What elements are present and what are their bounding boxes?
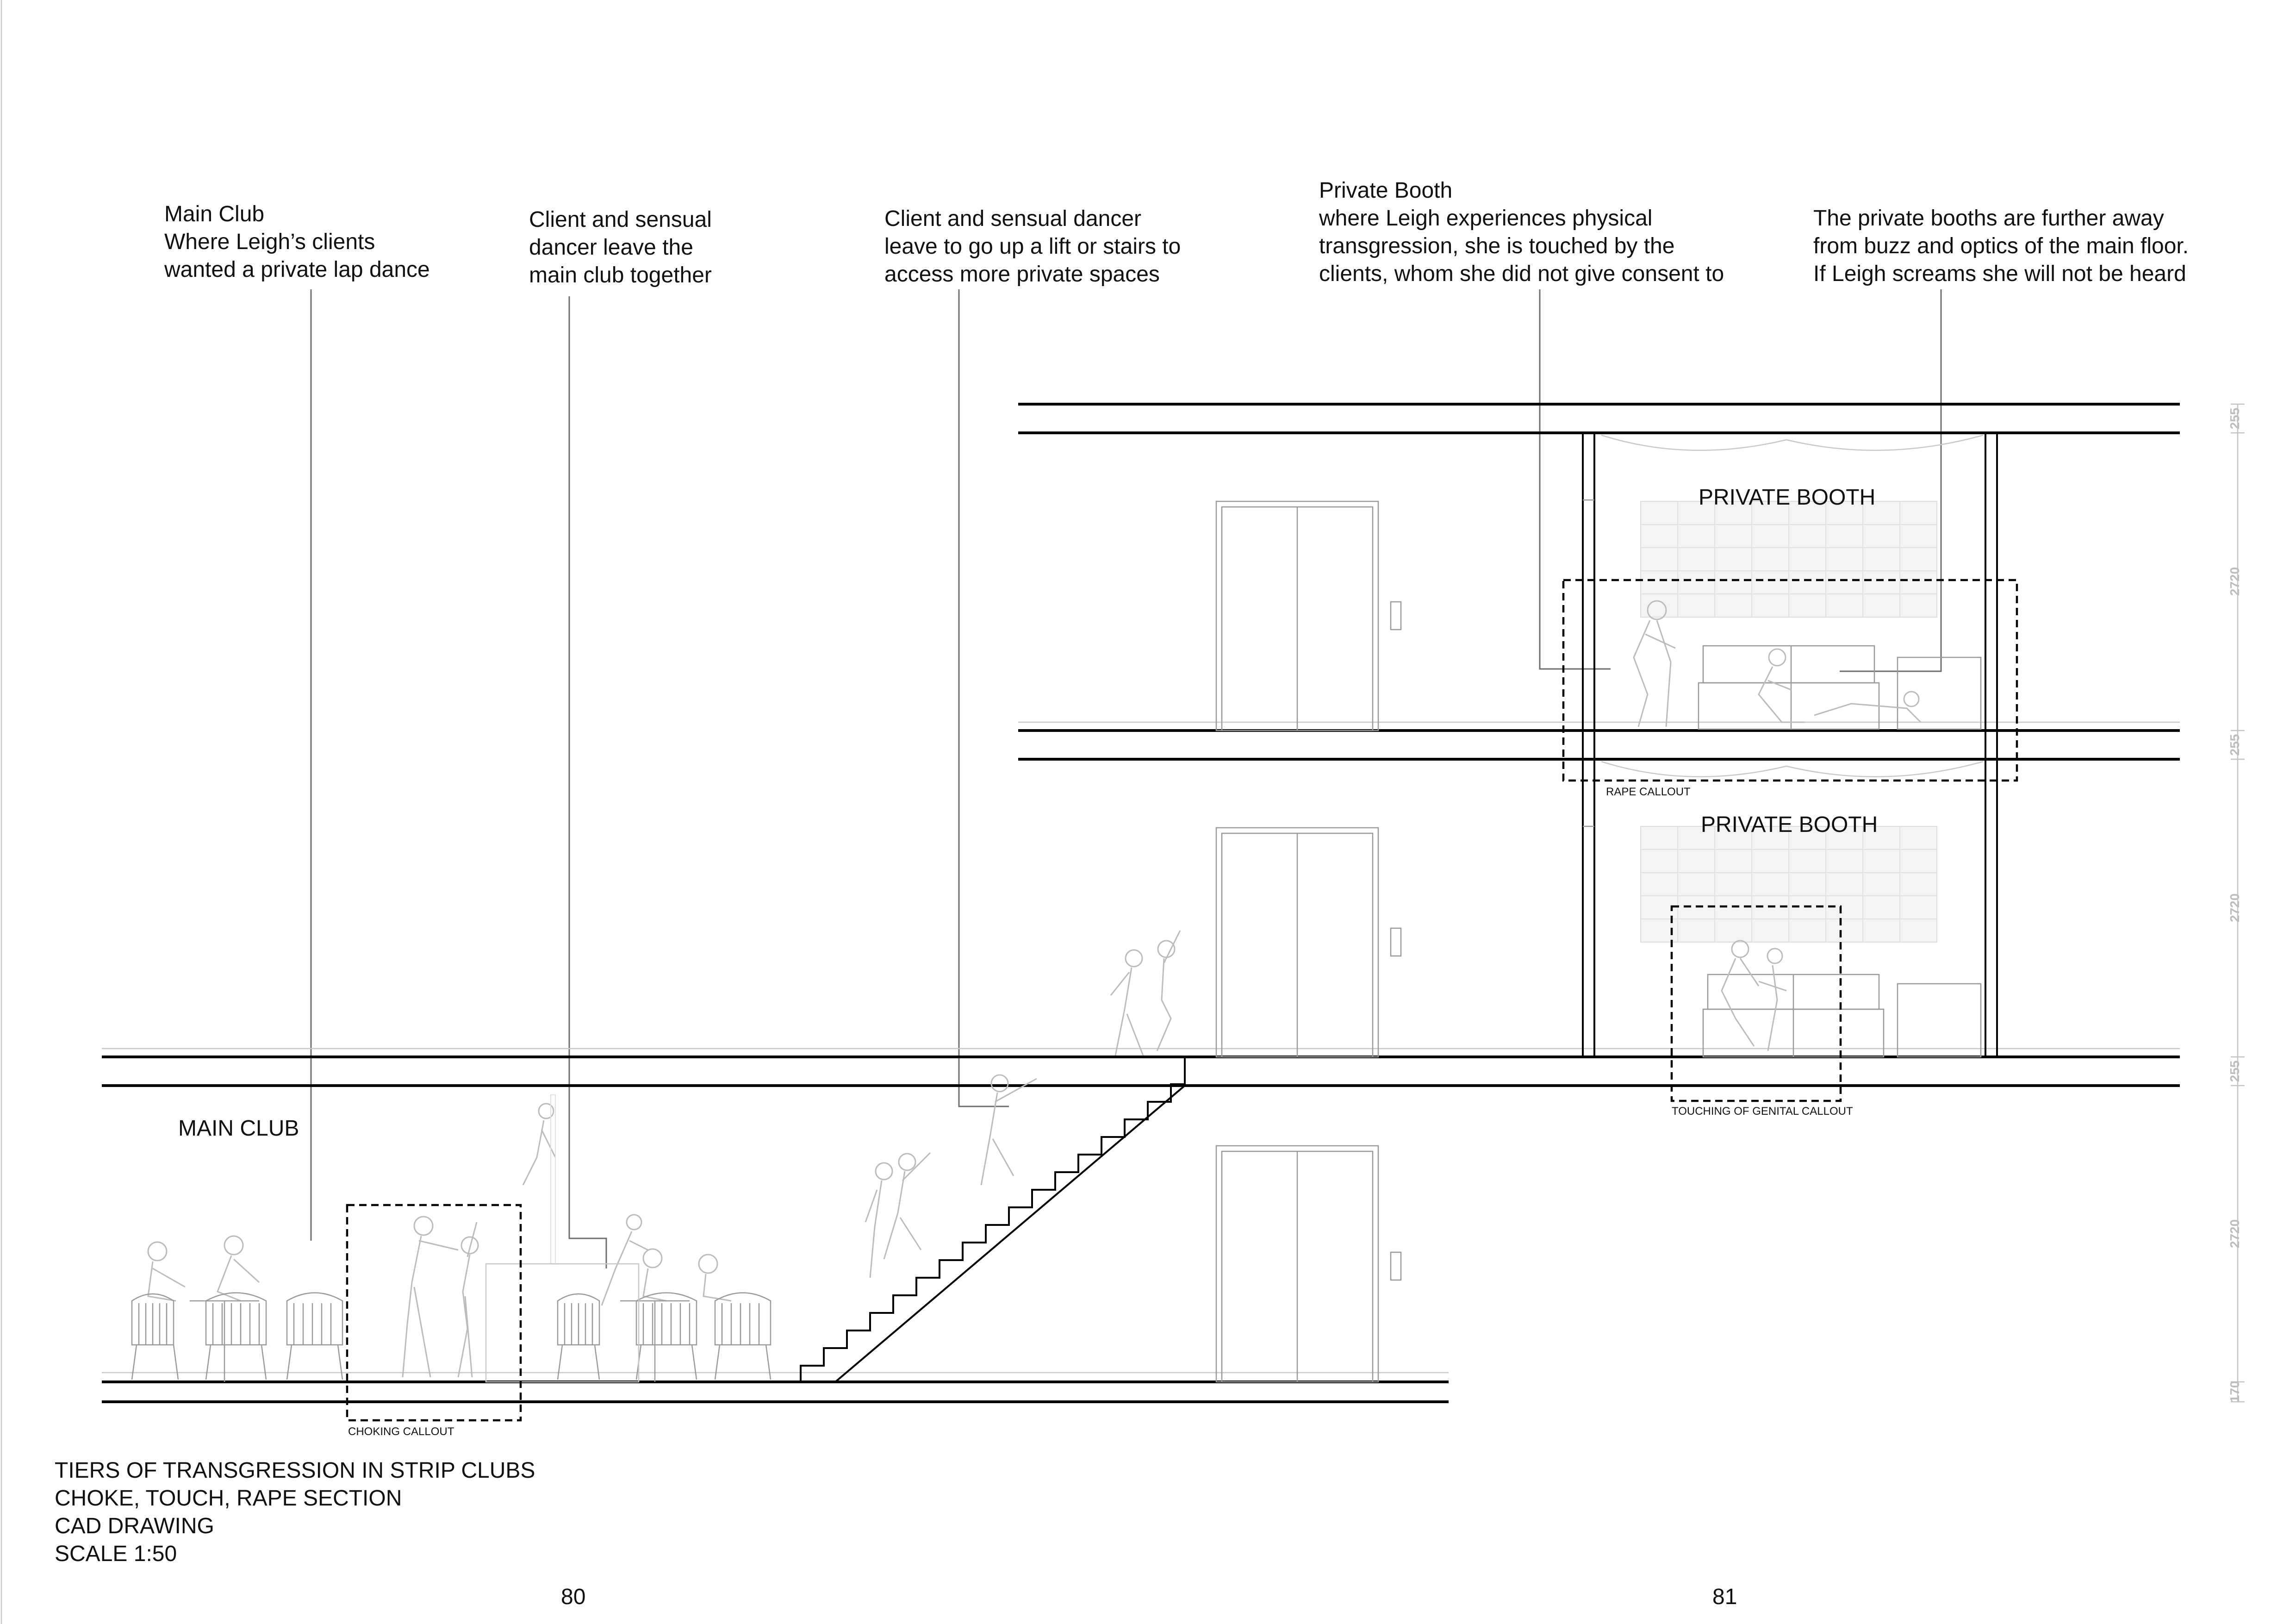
annotation-further-away: The private booths are further away from buzz and optics of the main floor. If Leigh screams she will not be heard <box>1813 206 2189 286</box>
figures-upper-booth <box>1634 601 1921 727</box>
dim-first-slab: 255 <box>2228 1060 2242 1082</box>
leader-leave-club <box>569 296 606 1268</box>
leader-private-booth <box>1540 289 1611 669</box>
booth-wall-right <box>1985 433 1997 1057</box>
choking-callout-label: CHOKING CALLOUT <box>348 1425 454 1438</box>
annotation-leave-club: Client and sensual dancer leave the main club together <box>529 207 712 287</box>
curtain-lower <box>1601 762 1983 777</box>
dim-ground-storey: 2720 <box>2228 1219 2242 1249</box>
tile-wall-upper <box>1641 501 1937 617</box>
curtain-upper <box>1601 435 1983 450</box>
dim-roof-slab: 255 <box>2228 407 2242 430</box>
roof-slab <box>1018 404 2180 433</box>
tile-wall-lower <box>1641 826 1937 942</box>
ground-floor-slab <box>102 1373 1449 1402</box>
booth-sofa-lower <box>1703 974 1981 1057</box>
page-number-right: 81 <box>1712 1585 1737 1609</box>
annotation-main-club: Main Club Where Leigh’s clients wanted a private lap dance <box>164 202 430 282</box>
main-club-label: MAIN CLUB <box>178 1116 299 1141</box>
rape-callout-label: RAPE CALLOUT <box>1606 786 1691 798</box>
dim-upper-slab: 255 <box>2228 734 2242 756</box>
chairs-right-group <box>558 1293 771 1382</box>
page-number-left: 80 <box>561 1585 586 1609</box>
leader-lift-stairs <box>959 289 1009 1106</box>
annotation-private-booth: Private Booth where Leigh experiences physical transgression, she is touched by the clients, whom she did not give consent to <box>1319 178 1724 286</box>
upper-floor-slab <box>1018 722 2180 759</box>
title-block: TIERS OF TRANSGRESSION IN STRIP CLUBS CHOKE, TOUCH, RAPE SECTION CAD DRAWING SCALE 1:50 <box>55 1458 535 1566</box>
lift-middle <box>1216 828 1401 1057</box>
first-floor-slab <box>102 1049 2180 1086</box>
annotation-lift-stairs: Client and sensual dancer leave to go up a lift or stairs to access more private spaces <box>884 206 1181 287</box>
booth-sofa-upper <box>1699 646 1981 729</box>
booth-label-upper: PRIVATE BOOTH <box>1699 485 1876 510</box>
touching-callout-label: TOUCHING OF GENITAL CALLOUT <box>1672 1105 1853 1118</box>
chairs-left-group <box>132 1293 342 1382</box>
lift-ground <box>1216 1146 1401 1382</box>
figures-on-stairs <box>865 931 1180 1278</box>
choking-callout-box <box>347 1205 521 1420</box>
figures-lower-booth <box>1722 941 1786 1051</box>
dim-upper-storey: 2720 <box>2228 567 2242 596</box>
dim-middle-storey: 2720 <box>2228 893 2242 923</box>
booth-wall-left <box>1583 433 1594 1057</box>
booth-label-lower: PRIVATE BOOTH <box>1701 812 1878 837</box>
bar-counter <box>486 1264 639 1382</box>
lift-upper <box>1216 501 1401 731</box>
staircase <box>801 1057 1185 1382</box>
dim-ground-slab: 170 <box>2228 1380 2242 1403</box>
